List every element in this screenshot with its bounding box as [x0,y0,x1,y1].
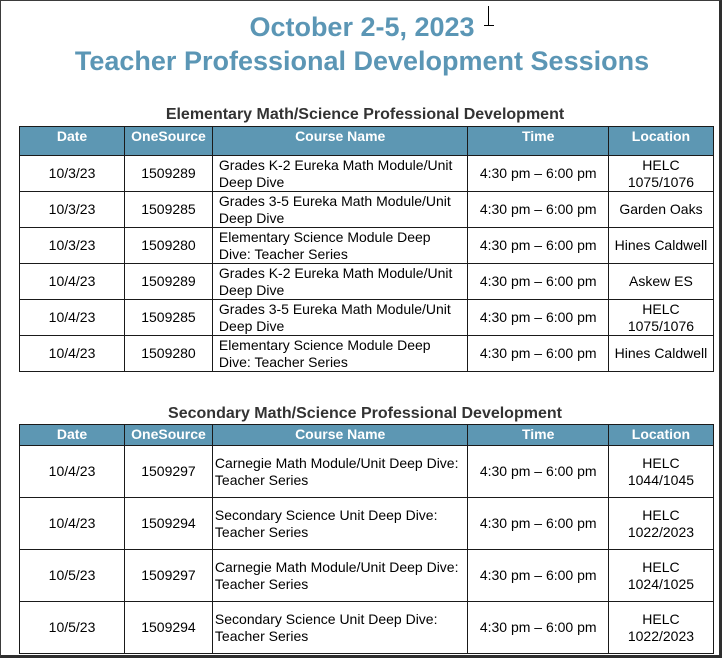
column-header-onesource: OneSource [125,425,213,446]
table-row [20,550,714,602]
cell-onesource: 1509294 [125,498,213,550]
column-header-location: Location [608,127,713,156]
cell-date: 10/4/23 [20,498,125,550]
cell-onesource: 1509297 [125,446,213,498]
cell-onesource: 1509289 [125,264,213,300]
secondary-sessions-table [19,424,714,654]
cell-time: 4:30 pm – 6:00 pm [468,446,608,498]
cell-date: 10/5/23 [20,602,125,654]
cell-onesource: 1509297 [125,550,213,602]
cell-time: 4:30 pm – 6:00 pm [468,192,608,228]
elementary-section-title: Elementary Math/Science Professional Development [165,106,565,123]
cell-date: 10/4/23 [20,264,125,300]
cell-course: Elementary Science Module Deep Dive: Teacher Series [212,336,468,372]
table-row [20,192,714,228]
cell-onesource: 1509280 [125,336,213,372]
cell-location: Hines Caldwell [608,228,713,264]
table-row [20,498,714,550]
column-header-date: Date [20,127,125,156]
column-header-time: Time [468,127,608,156]
table-header-row [20,127,714,156]
cell-location: HELC 1022/2023 [608,602,713,654]
cell-location: Askew ES [608,264,713,300]
cell-location: Garden Oaks [608,192,713,228]
table-row [20,336,714,372]
cell-time: 4:30 pm – 6:00 pm [468,156,608,192]
cell-onesource: 1509280 [125,228,213,264]
cell-course: Grades 3-5 Eureka Math Module/Unit Deep Dive [212,192,468,228]
column-header-course-name: Course Name [212,127,468,156]
cell-date: 10/5/23 [20,550,125,602]
cell-onesource: 1509285 [125,300,213,336]
cell-time: 4:30 pm – 6:00 pm [468,550,608,602]
elementary-sessions-table [19,126,714,372]
cell-date: 10/4/23 [20,446,125,498]
secondary-section-title: Secondary Math/Science Professional Development [168,405,562,422]
cell-location: HELC 1044/1045 [608,446,713,498]
cell-course: Grades K-2 Eureka Math Module/Unit Deep Dive [212,156,468,192]
table-header-row [20,425,714,446]
page-title: Teacher Professional Development Sessions [74,46,650,76]
table-row [20,228,714,264]
cell-location: HELC 1024/1025 [608,550,713,602]
column-header-course-name: Course Name [212,425,468,446]
table-row [20,156,714,192]
cell-location: HELC 1075/1076 [608,156,713,192]
column-header-location: Location [608,425,713,446]
column-header-onesource: OneSource [125,127,213,156]
page-title-dates: October 2-5, 2023 [249,12,475,42]
cell-date: 10/4/23 [20,300,125,336]
cell-course: Carnegie Math Module/Unit Deep Dive: Teacher Series [212,446,468,498]
cell-date: 10/3/23 [20,192,125,228]
cell-onesource: 1509285 [125,192,213,228]
cell-time: 4:30 pm – 6:00 pm [468,228,608,264]
cell-course: Grades 3-5 Eureka Math Module/Unit Deep Dive [212,300,468,336]
cell-onesource: 1509289 [125,156,213,192]
cell-location: HELC 1075/1076 [608,300,713,336]
cell-time: 4:30 pm – 6:00 pm [468,300,608,336]
cell-onesource: 1509294 [125,602,213,654]
table-row [20,602,714,654]
cell-date: 10/3/23 [20,228,125,264]
cell-date: 10/3/23 [20,156,125,192]
cell-time: 4:30 pm – 6:00 pm [468,336,608,372]
cell-course: Grades K-2 Eureka Math Module/Unit Deep Dive [212,264,468,300]
cell-date: 10/4/23 [20,336,125,372]
cell-course: Elementary Science Module Deep Dive: Teacher Series [212,228,468,264]
cell-course: Secondary Science Unit Deep Dive: Teacher Series [212,602,468,654]
cell-location: Hines Caldwell [608,336,713,372]
column-header-date: Date [20,425,125,446]
cell-time: 4:30 pm – 6:00 pm [468,498,608,550]
cell-course: Carnegie Math Module/Unit Deep Dive: Teacher Series [212,550,468,602]
table-row [20,264,714,300]
cell-time: 4:30 pm – 6:00 pm [468,264,608,300]
table-row [20,300,714,336]
column-header-time: Time [468,425,608,446]
cell-course: Secondary Science Unit Deep Dive: Teacher Series [212,498,468,550]
cell-location: HELC 1022/2023 [608,498,713,550]
cell-time: 4:30 pm – 6:00 pm [468,602,608,654]
table-row [20,446,714,498]
